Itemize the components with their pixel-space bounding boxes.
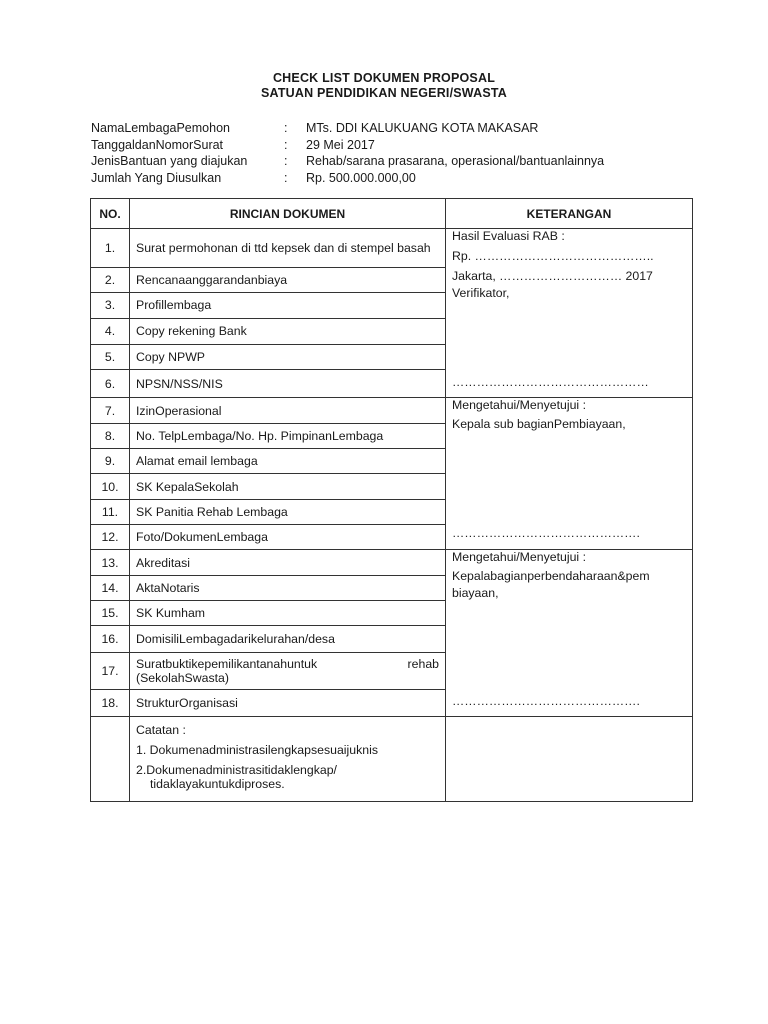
info-value: MTs. DDI KALUKUANG KOTA MAKASAR: [306, 121, 539, 135]
ket-approval-label: Mengetahui/Menyetujui :: [452, 398, 586, 412]
ket-verifier-label: Verifikator,: [452, 286, 510, 300]
row-document: SK Kumham: [130, 601, 446, 626]
header-no: NO.: [91, 199, 130, 229]
info-label: Jumlah Yang Diusulkan: [91, 170, 222, 185]
info-colon: :: [284, 154, 288, 168]
notes-empty-cell: [91, 717, 130, 802]
row-document: Profillembaga: [130, 293, 446, 318]
row-number: 5.: [91, 345, 130, 370]
row-number: 18.: [91, 689, 130, 716]
row-document: Copy NPWP: [130, 345, 446, 370]
info-value: Rehab/sarana prasarana, operasional/bantuanlainnya: [306, 154, 605, 168]
row-document: IzinOperasional: [130, 398, 446, 424]
row-document: NPSN/NSS/NIS: [130, 370, 446, 398]
notes-title: Catatan :: [136, 723, 186, 737]
table-row: [91, 550, 693, 576]
ket-evaluation-label: Hasil Evaluasi RAB :: [452, 229, 565, 243]
row-document-text: Surat permohonan di ttd kepsek dan di stempel basah: [136, 240, 431, 255]
info-label: TanggaldanNomorSurat: [91, 137, 224, 152]
ket-signature-dots: …………………………………………: [452, 375, 649, 389]
row-document: Akreditasi: [130, 550, 446, 576]
row-number: 16.: [91, 626, 130, 652]
row-number: 14.: [91, 576, 130, 601]
row-document: Alamat email lembaga: [130, 449, 446, 474]
row-number: 12.: [91, 525, 130, 550]
info-colon: :: [284, 170, 288, 185]
header-rincian: RINCIAN DOKUMEN: [130, 199, 446, 229]
ket-approver-title-cont: biayaan,: [452, 586, 499, 600]
checklist-table: [90, 198, 693, 802]
info-colon: :: [284, 121, 288, 135]
row-number: 15.: [91, 601, 130, 626]
header-keterangan: KETERANGAN: [446, 199, 693, 229]
ket-approval-label: Mengetahui/Menyetujui :: [452, 550, 586, 564]
info-colon: :: [284, 137, 288, 152]
document-title: CHECK LIST DOKUMEN PROPOSAL: [272, 71, 496, 85]
row-number: 8.: [91, 424, 130, 449]
info-value: Rp. 500.000.000,00: [306, 170, 416, 185]
notes-item-1: 1. Dokumenadministrasilengkapsesuaijuknis: [136, 743, 378, 757]
info-value: 29 Mei 2017: [306, 137, 375, 152]
row-number: 13.: [91, 550, 130, 576]
row-number: 10.: [91, 474, 130, 500]
table-row: [91, 398, 693, 424]
row-document: SK KepalaSekolah: [130, 474, 446, 500]
notes-cell: [130, 717, 446, 802]
row-document-text-line1: [136, 657, 439, 671]
row-number: 7.: [91, 398, 130, 424]
row-number: 2.: [91, 267, 130, 292]
notes-keterangan-empty: [446, 717, 693, 802]
document-subtitle: SATUAN PENDIDIKAN NEGERI/SWASTA: [260, 86, 508, 100]
ket-date-line: Jakarta, ………………………… 2017: [452, 269, 653, 283]
row-document: DomisiliLembagadarikelurahan/desa: [130, 626, 446, 652]
keterangan-verification: [446, 229, 693, 398]
row-document: SK Panitia Rehab Lembaga: [130, 500, 446, 525]
info-label: JenisBantuan yang diajukan: [91, 154, 248, 168]
row-document: Copy rekening Bank: [130, 318, 446, 344]
row-document: AktaNotaris: [130, 576, 446, 601]
ket-signature-dots: ……………………………………….: [452, 694, 640, 708]
row-document: [130, 652, 446, 689]
row-document: Rencanaanggarandanbiaya: [130, 267, 446, 292]
row-number: 4.: [91, 318, 130, 344]
notes-item-2-cont: tidaklayakuntukdiproses.: [150, 777, 285, 791]
info-label: NamaLembagaPemohon: [91, 121, 230, 135]
ket-amount-dots: Rp. ……………………………………..: [452, 249, 654, 263]
row-document: [130, 229, 446, 268]
table-row: [91, 229, 693, 268]
keterangan-division-approval: [446, 550, 693, 717]
row-document-text-part1: Suratbuktikepemilikantanahuntuk: [136, 656, 318, 671]
ket-approver-title: Kepala sub bagianPembiayaan,: [452, 417, 626, 431]
row-number: 6.: [91, 370, 130, 398]
row-document-text-part2: rehab: [407, 656, 439, 671]
ket-signature-dots: ……………………………………….: [452, 526, 640, 540]
row-document: Foto/DokumenLembaga: [130, 525, 446, 550]
row-document-text-line2: (SekolahSwasta): [136, 670, 229, 685]
keterangan-sub-division-approval: [446, 398, 693, 550]
table-header-row: [91, 199, 693, 229]
row-number: 11.: [91, 500, 130, 525]
notes-item-2: 2.Dokumenadministrasitidaklengkap/: [136, 763, 337, 777]
row-number: 9.: [91, 449, 130, 474]
row-number: 3.: [91, 293, 130, 318]
row-document: StrukturOrganisasi: [130, 689, 446, 716]
row-number: 1.: [91, 229, 130, 268]
row-number: 17.: [91, 652, 130, 689]
notes-row: [91, 717, 693, 802]
row-document: No. TelpLembaga/No. Hp. PimpinanLembaga: [130, 424, 446, 449]
ket-approver-title: Kepalabagianperbendaharaan&pem: [452, 569, 650, 583]
